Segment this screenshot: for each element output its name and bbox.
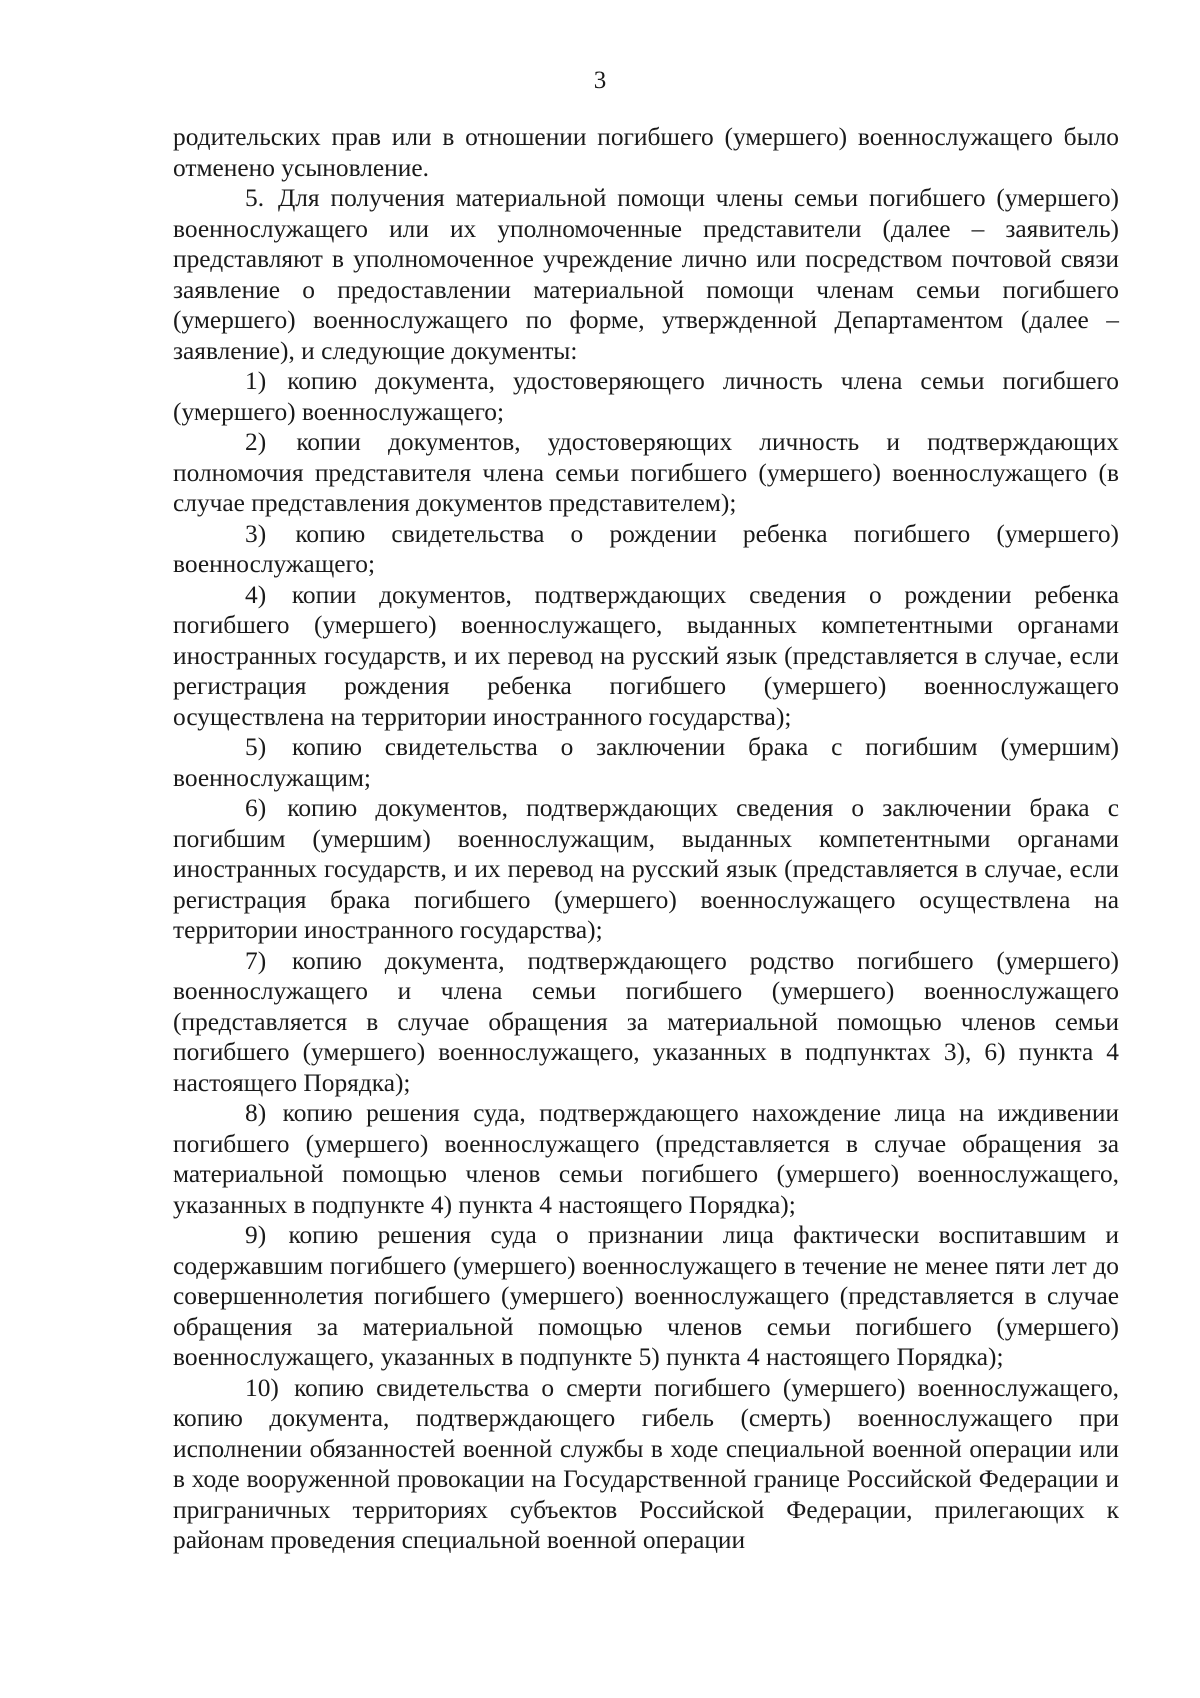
- subclause-1: [173, 366, 1119, 427]
- subclause-4: [173, 580, 1119, 733]
- subclause-9: [173, 1220, 1119, 1373]
- subclause-7: [173, 946, 1119, 1099]
- subclause-number: 2): [245, 428, 267, 456]
- clause-5: [173, 183, 1119, 366]
- subclause-number: 9): [245, 1221, 267, 1249]
- clause-text: Для получения материальной помощи члены семьи погибшего (умершего) военнослужащего или их уполномоченные представители (далее – заявитель) представляют в уполномоченное учреждение лично или посредством почтовой связи заявление о предоставлении материальной помощи членам семьи погибшего (умершего) военнослужащего по форме, утвержденной Департаментом (далее – заявление), и следующие документы:: [173, 184, 1119, 365]
- subclause-number: 5): [245, 733, 267, 761]
- subclause-number: 8): [245, 1099, 267, 1127]
- subclause-6: [173, 793, 1119, 946]
- document-body: [173, 122, 1119, 1556]
- subclause-text: копию решения суда, подтверждающего нахождение лица на иждивении погибшего (умершего) военнослужащего (представляется в случае обращения за материальной помощью членов семьи погибшего (умершего) военнослужащего, указанных в подпункте 4) пункта 4 настоящего Порядка);: [173, 1099, 1119, 1219]
- subclause-10: [173, 1373, 1119, 1556]
- subclause-8: [173, 1098, 1119, 1220]
- subclause-number: 4): [245, 580, 267, 609]
- subclause-text: копию свидетельства о заключении брака с погибшим (умершим) военнослужащим;: [173, 733, 1119, 792]
- paragraph-text: родительских прав или в отношении погибшего (умершего) военнослужащего было отменено усыновление.: [173, 123, 1119, 182]
- subclause-number: 6): [245, 794, 267, 822]
- subclause-text: копию документов, подтверждающих сведения о заключении брака с погибшим (умершим) военнослужащим, выданных компетентными органами иностранных государств, и их перевод на русский язык (представляется в случае, если регистрация брака погибшего (умершего) военнослужащего осуществлена на территории иностранного государства);: [173, 794, 1119, 944]
- subclause-number: 7): [245, 946, 267, 975]
- subclause-5: [173, 732, 1119, 793]
- subclause-text: копию документа, подтверждающего родство погибшего (умершего) военнослужащего и члена семьи погибшего (умершего) военнослужащего (представляется в случае обращения за материальной помощью членов семьи погибшего (умершего) военнослужащего, указанных в подпунктах 3), 6) пункта 4 настоящего Порядка);: [173, 946, 1119, 1097]
- page-number: 3: [593, 67, 607, 94]
- subclause-text: копию свидетельства о рождении ребенка погибшего (умершего) военнослужащего;: [173, 519, 1119, 578]
- clause-number: 5.: [245, 184, 265, 212]
- paragraph-continuation: [173, 122, 1119, 183]
- subclause-text: копии документов, подтверждающих сведения о рождении ребенка погибшего (умершего) военнослужащего, выданных компетентными органами иностранных государств, и их перевод на русский язык (представляется в случае, если регистрация рождения ребенка погибшего (умершего) военнослужащего осуществлена на территории иностранного государства);: [173, 580, 1119, 731]
- subclause-2: [173, 427, 1119, 519]
- subclause-text: копию документа, удостоверяющего личность члена семьи погибшего (умершего) военнослужащего;: [173, 367, 1119, 426]
- subclause-number: 1): [245, 367, 267, 395]
- subclause-text: копии документов, удостоверяющих личность и подтверждающих полномочия представителя члена семьи погибшего (умершего) военнослужащего (в случае представления документов представителем);: [173, 428, 1119, 517]
- subclause-number: 10): [245, 1373, 279, 1402]
- subclause-text: копию решения суда о признании лица фактически воспитавшим и содержавшим погибшего (умершего) военнослужащего в течение не менее пяти лет до совершеннолетия погибшего (умершего) военнослужащего (представляется в случае обращения за материальной помощью членов семьи погибшего (умершего) военнослужащего, указанных в подпункте 5) пункта 4 настоящего Порядка);: [173, 1221, 1119, 1371]
- subclause-3: [173, 519, 1119, 580]
- subclause-text: копию свидетельства о смерти погибшего (умершего) военнослужащего, копию документа, подтверждающего гибель (смерть) военнослужащего при исполнении обязанностей военной службы в ходе специальной военной операции или в ходе вооруженной провокации на Государственной границе Российской Федерации и приграничных территориях субъектов Российской Федерации, прилегающих к районам проведения специальной военной операции: [173, 1373, 1119, 1554]
- subclause-number: 3): [245, 519, 267, 548]
